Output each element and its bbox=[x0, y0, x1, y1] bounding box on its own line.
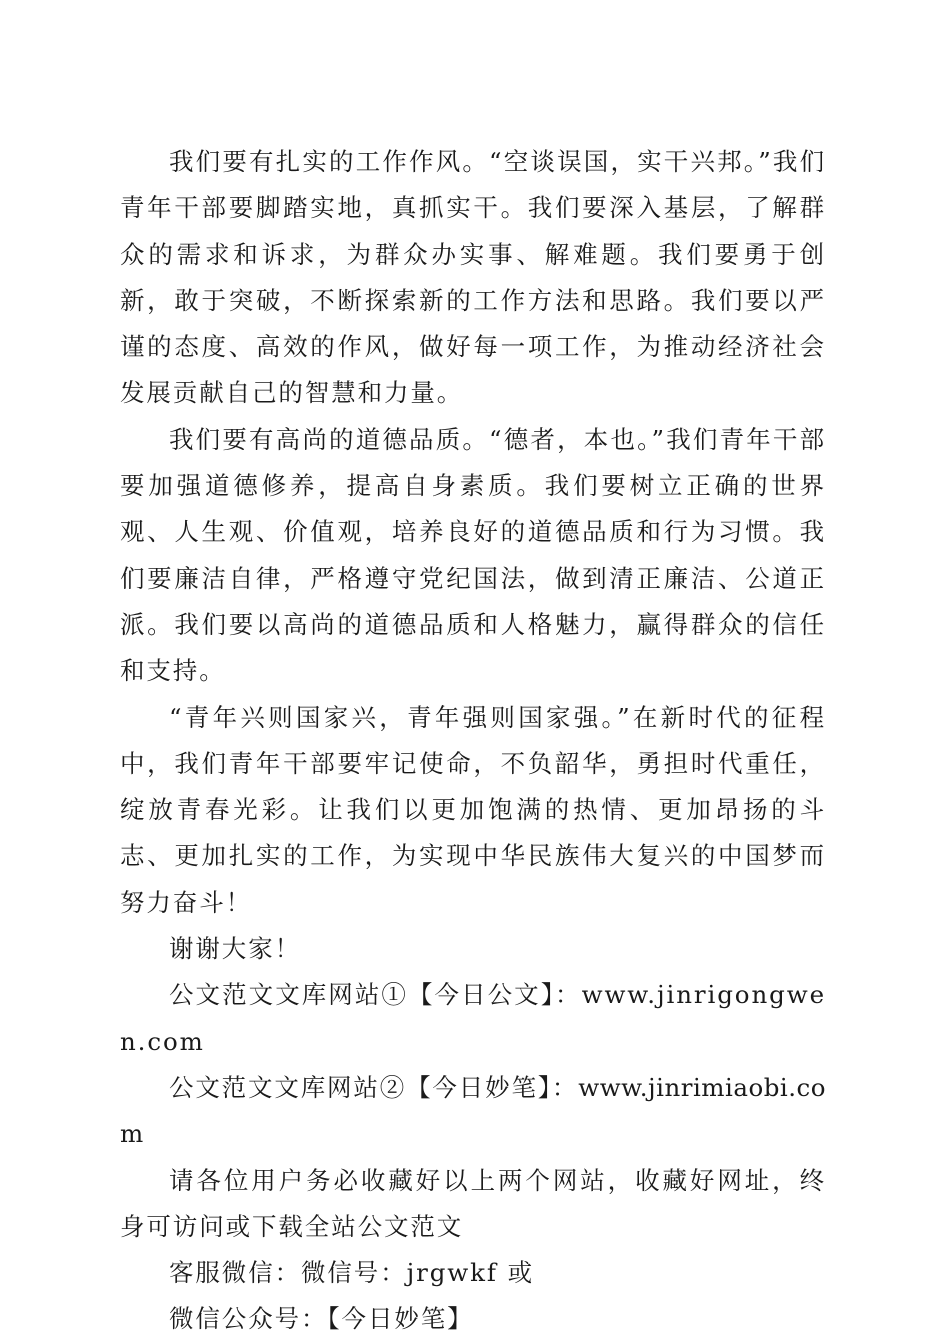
paragraph-youth-mission: “青年兴则国家兴，青年强则国家强。”在新时代的征程中，我们青年干部要牢记使命，不负韶华，勇担时代重任，绽放青春光彩。让我们以更加饱满的热情、更加昂扬的斗志、更加扎实的工作，为实现中华民族伟大复兴的中国梦而努力奋斗！ bbox=[120, 702, 826, 917]
footer-wechat: 客服微信：微信号：jrgwkf 或 bbox=[169, 1258, 534, 1288]
footer-site-2: 公文范文文库网站②【今日妙笔】：www.jinrimiaobi.com bbox=[120, 1072, 826, 1149]
document-page bbox=[120, 139, 826, 1343]
paragraph-work-style: 我们要有扎实的工作作风。“空谈误国，实干兴邦。”我们青年干部要脚踏实地，真抓实干。我们要深入基层，了解群众的需求和诉求，为群众办实事、解难题。我们要勇于创新，敢于突破，不断探索新的工作方法和思路。我们要以严谨的态度、高效的作风，做好每一项工作，为推动经济社会发展贡献自己的智慧和力量。 bbox=[120, 147, 826, 408]
footer-official-account: 微信公众号：【今日妙笔】 bbox=[169, 1304, 474, 1334]
footer-notice: 请各位用户务必收藏好以上两个网站，收藏好网址，终身可访问或下载全站公文范文 bbox=[120, 1165, 826, 1241]
paragraph-thanks: 谢谢大家！ bbox=[169, 934, 301, 964]
footer-site-1: 公文范文文库网站①【今日公文】：www.jinrigongwen.com bbox=[120, 980, 826, 1056]
paragraph-moral-quality: 我们要有高尚的道德品质。“德者，本也。”我们青年干部要加强道德修养，提高自身素质。我们要树立正确的世界观、人生观、价值观，培养良好的道德品质和行为习惯。我们要廉洁自律，严格遵守党纪国法，做到清正廉洁、公道正派。我们要以高尚的道德品质和人格魅力，赢得群众的信任和支持。 bbox=[120, 424, 826, 686]
